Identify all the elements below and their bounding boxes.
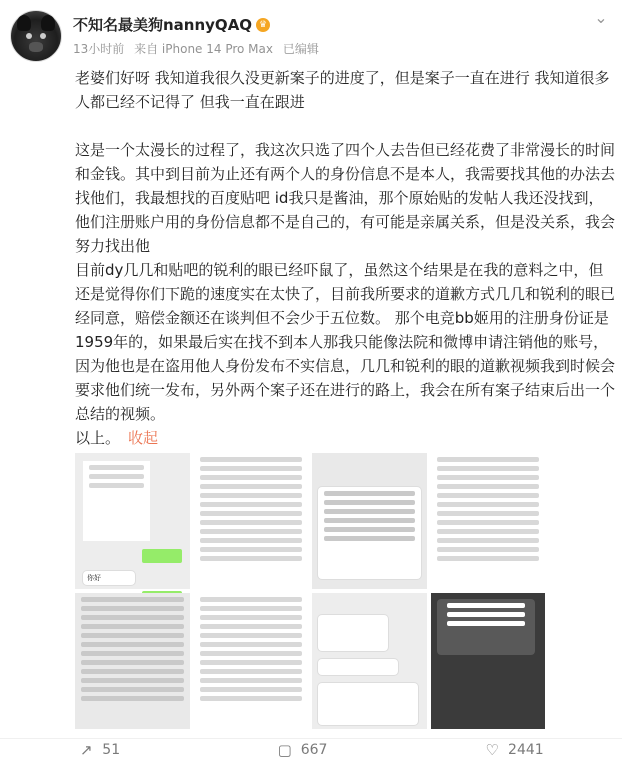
thumb-line	[200, 529, 303, 534]
thumb-line	[437, 475, 540, 480]
thumb-line	[81, 642, 184, 647]
thumb-line	[81, 660, 184, 665]
thumb-line	[200, 696, 303, 701]
author-name-text[interactable]: 不知名最美狗nannyQAQ	[73, 16, 253, 34]
post-paragraph: 目前dy几几和贴吧的锐利的眼已经吓鼠了，虽然这个结果是在我的意料之中，但还是觉得你们下跪的速度实在太快了，目前我所要求的道歉方式几几和锐利的眼已经同意，赔偿金额还在谈判但不会少于五位数。 那个电竞bb姬用的注册身份证是1959年的，如果最后实在找不到本人那我只能像法院和微博申请注销他的账号，因为他也是在盗用他人身份发布不实信息，几几和锐利的眼的道歉视频我到时候会要求他们统一发布，另外两个案子还在进行的路上，我会在所有案子结束后出一个总结的视频。	[75, 261, 616, 423]
chat-bubble-incoming	[318, 615, 388, 651]
comment-button[interactable]	[277, 741, 328, 759]
thumb-doc-preview	[83, 461, 150, 541]
chat-bubble-incoming: 你好	[83, 571, 135, 585]
thumb-line	[447, 612, 526, 617]
post-time[interactable]: 13小时前	[73, 42, 125, 56]
thumb-line	[200, 511, 303, 516]
thumb-line	[324, 527, 415, 532]
thumb-line	[81, 624, 184, 629]
post-edited: 已编辑	[282, 42, 319, 56]
comment-icon: ▢	[277, 741, 292, 759]
thumb-line	[200, 466, 303, 471]
repost-button[interactable]	[78, 741, 120, 759]
thumb-line	[437, 484, 540, 489]
thumb-line	[81, 687, 184, 692]
image-thumbnail[interactable]	[194, 453, 309, 589]
thumb-line	[81, 615, 184, 620]
thumb-line	[324, 518, 415, 523]
thumb-line	[437, 529, 540, 534]
thumb-line	[437, 547, 540, 552]
thumb-line	[447, 621, 526, 626]
collapse-link[interactable]: 收起	[128, 429, 159, 447]
thumb-line	[89, 465, 144, 470]
thumb-line	[324, 500, 415, 505]
thumb-up-icon: ♡	[485, 741, 499, 759]
thumb-line	[200, 633, 303, 638]
image-thumbnail[interactable]	[194, 593, 309, 729]
thumb-line	[200, 669, 303, 674]
thumb-line	[437, 511, 540, 516]
repost-count: 51	[102, 742, 121, 758]
post-content	[75, 66, 615, 450]
avatar-eye	[26, 33, 32, 39]
thumb-line	[200, 687, 303, 692]
image-thumbnail[interactable]	[312, 593, 427, 729]
thumb-line	[200, 538, 303, 543]
thumb-line	[200, 484, 303, 489]
thumb-line	[200, 660, 303, 665]
thumb-line	[200, 547, 303, 552]
thumb-doc	[431, 453, 546, 589]
thumb-line	[200, 457, 303, 462]
chat-bubble	[142, 549, 182, 563]
image-thumbnail[interactable]	[312, 453, 427, 589]
thumb-line	[437, 520, 540, 525]
thumb-line	[437, 466, 540, 471]
image-grid	[75, 453, 545, 729]
thumb-line	[437, 556, 540, 561]
thumb-line	[89, 474, 144, 479]
thumb-line	[324, 509, 415, 514]
chat-bubble-incoming	[318, 683, 418, 725]
thumb-line	[81, 669, 184, 674]
post-paragraph-last	[75, 426, 615, 450]
avatar-ear	[17, 15, 31, 31]
like-button[interactable]	[484, 741, 544, 759]
thumb-line	[81, 651, 184, 656]
thumb-line	[200, 597, 303, 602]
author-name[interactable]	[73, 14, 270, 35]
thumb-line	[324, 536, 415, 541]
crown-badge-icon: ♛	[256, 18, 270, 32]
dark-bubble	[437, 599, 536, 655]
post-meta	[73, 40, 325, 57]
thumb-line	[81, 606, 184, 611]
thumb-line	[437, 493, 540, 498]
thumb-line	[437, 502, 540, 507]
thumb-line	[200, 651, 303, 656]
image-thumbnail[interactable]	[75, 453, 190, 589]
thumb-doc	[194, 453, 309, 589]
thumb-line	[200, 556, 303, 561]
thumb-line	[447, 603, 526, 608]
thumb-card	[318, 487, 421, 579]
avatar-snout	[29, 42, 43, 52]
avatar-ear	[41, 15, 55, 31]
post-end-text: 以上。	[75, 429, 121, 447]
thumb-line	[200, 502, 303, 507]
image-thumbnail[interactable]	[431, 593, 546, 729]
thumb-line	[200, 678, 303, 683]
thumb-line	[200, 520, 303, 525]
thumb-line	[437, 457, 540, 462]
thumb-line	[81, 633, 184, 638]
thumb-doc	[194, 593, 309, 729]
paragraph-gap	[75, 114, 615, 138]
thumb-line	[81, 696, 184, 701]
repost-icon: ↗	[80, 741, 93, 759]
post-source: 来自 iPhone 14 Pro Max	[134, 42, 273, 56]
avatar[interactable]	[10, 10, 62, 62]
chat-bubble-incoming	[318, 659, 398, 675]
chevron-down-icon[interactable]: ⌄	[594, 8, 608, 27]
image-thumbnail[interactable]	[431, 453, 546, 589]
thumb-line	[81, 678, 184, 683]
thumb-line	[200, 642, 303, 647]
thumb-line	[324, 491, 415, 496]
thumb-line	[89, 483, 144, 488]
avatar-eye	[40, 33, 46, 39]
thumb-line	[200, 606, 303, 611]
thumb-line	[200, 615, 303, 620]
comment-count: 667	[300, 742, 328, 758]
like-count: 2441	[508, 742, 544, 758]
thumb-line	[200, 624, 303, 629]
post-paragraph: 老婆们好呀 我知道我很久没更新案子的进度了，但是案子一直在进行 我知道很多人都已经不记得了 但我一直在跟进	[75, 69, 610, 111]
thumb-line	[437, 538, 540, 543]
thumb-line	[200, 493, 303, 498]
image-thumbnail[interactable]	[75, 593, 190, 729]
thumb-line	[200, 475, 303, 480]
thumb-line	[81, 597, 184, 602]
action-bar	[0, 738, 622, 761]
post-paragraph: 这是一个太漫长的过程了，我这次只选了四个人去告但已经花费了非常漫长的时间和金钱。其中到目前为止还有两个人的身份信息不是本人，我需要找其他的办法去找他们，我最想找的百度贴吧 id我只是酱油，那个原始贴的发帖人我还没找到，他们注册账户用的身份信息都不是自己的，有可能是亲属关系，但是没关系，我会努力找出他	[75, 141, 616, 255]
